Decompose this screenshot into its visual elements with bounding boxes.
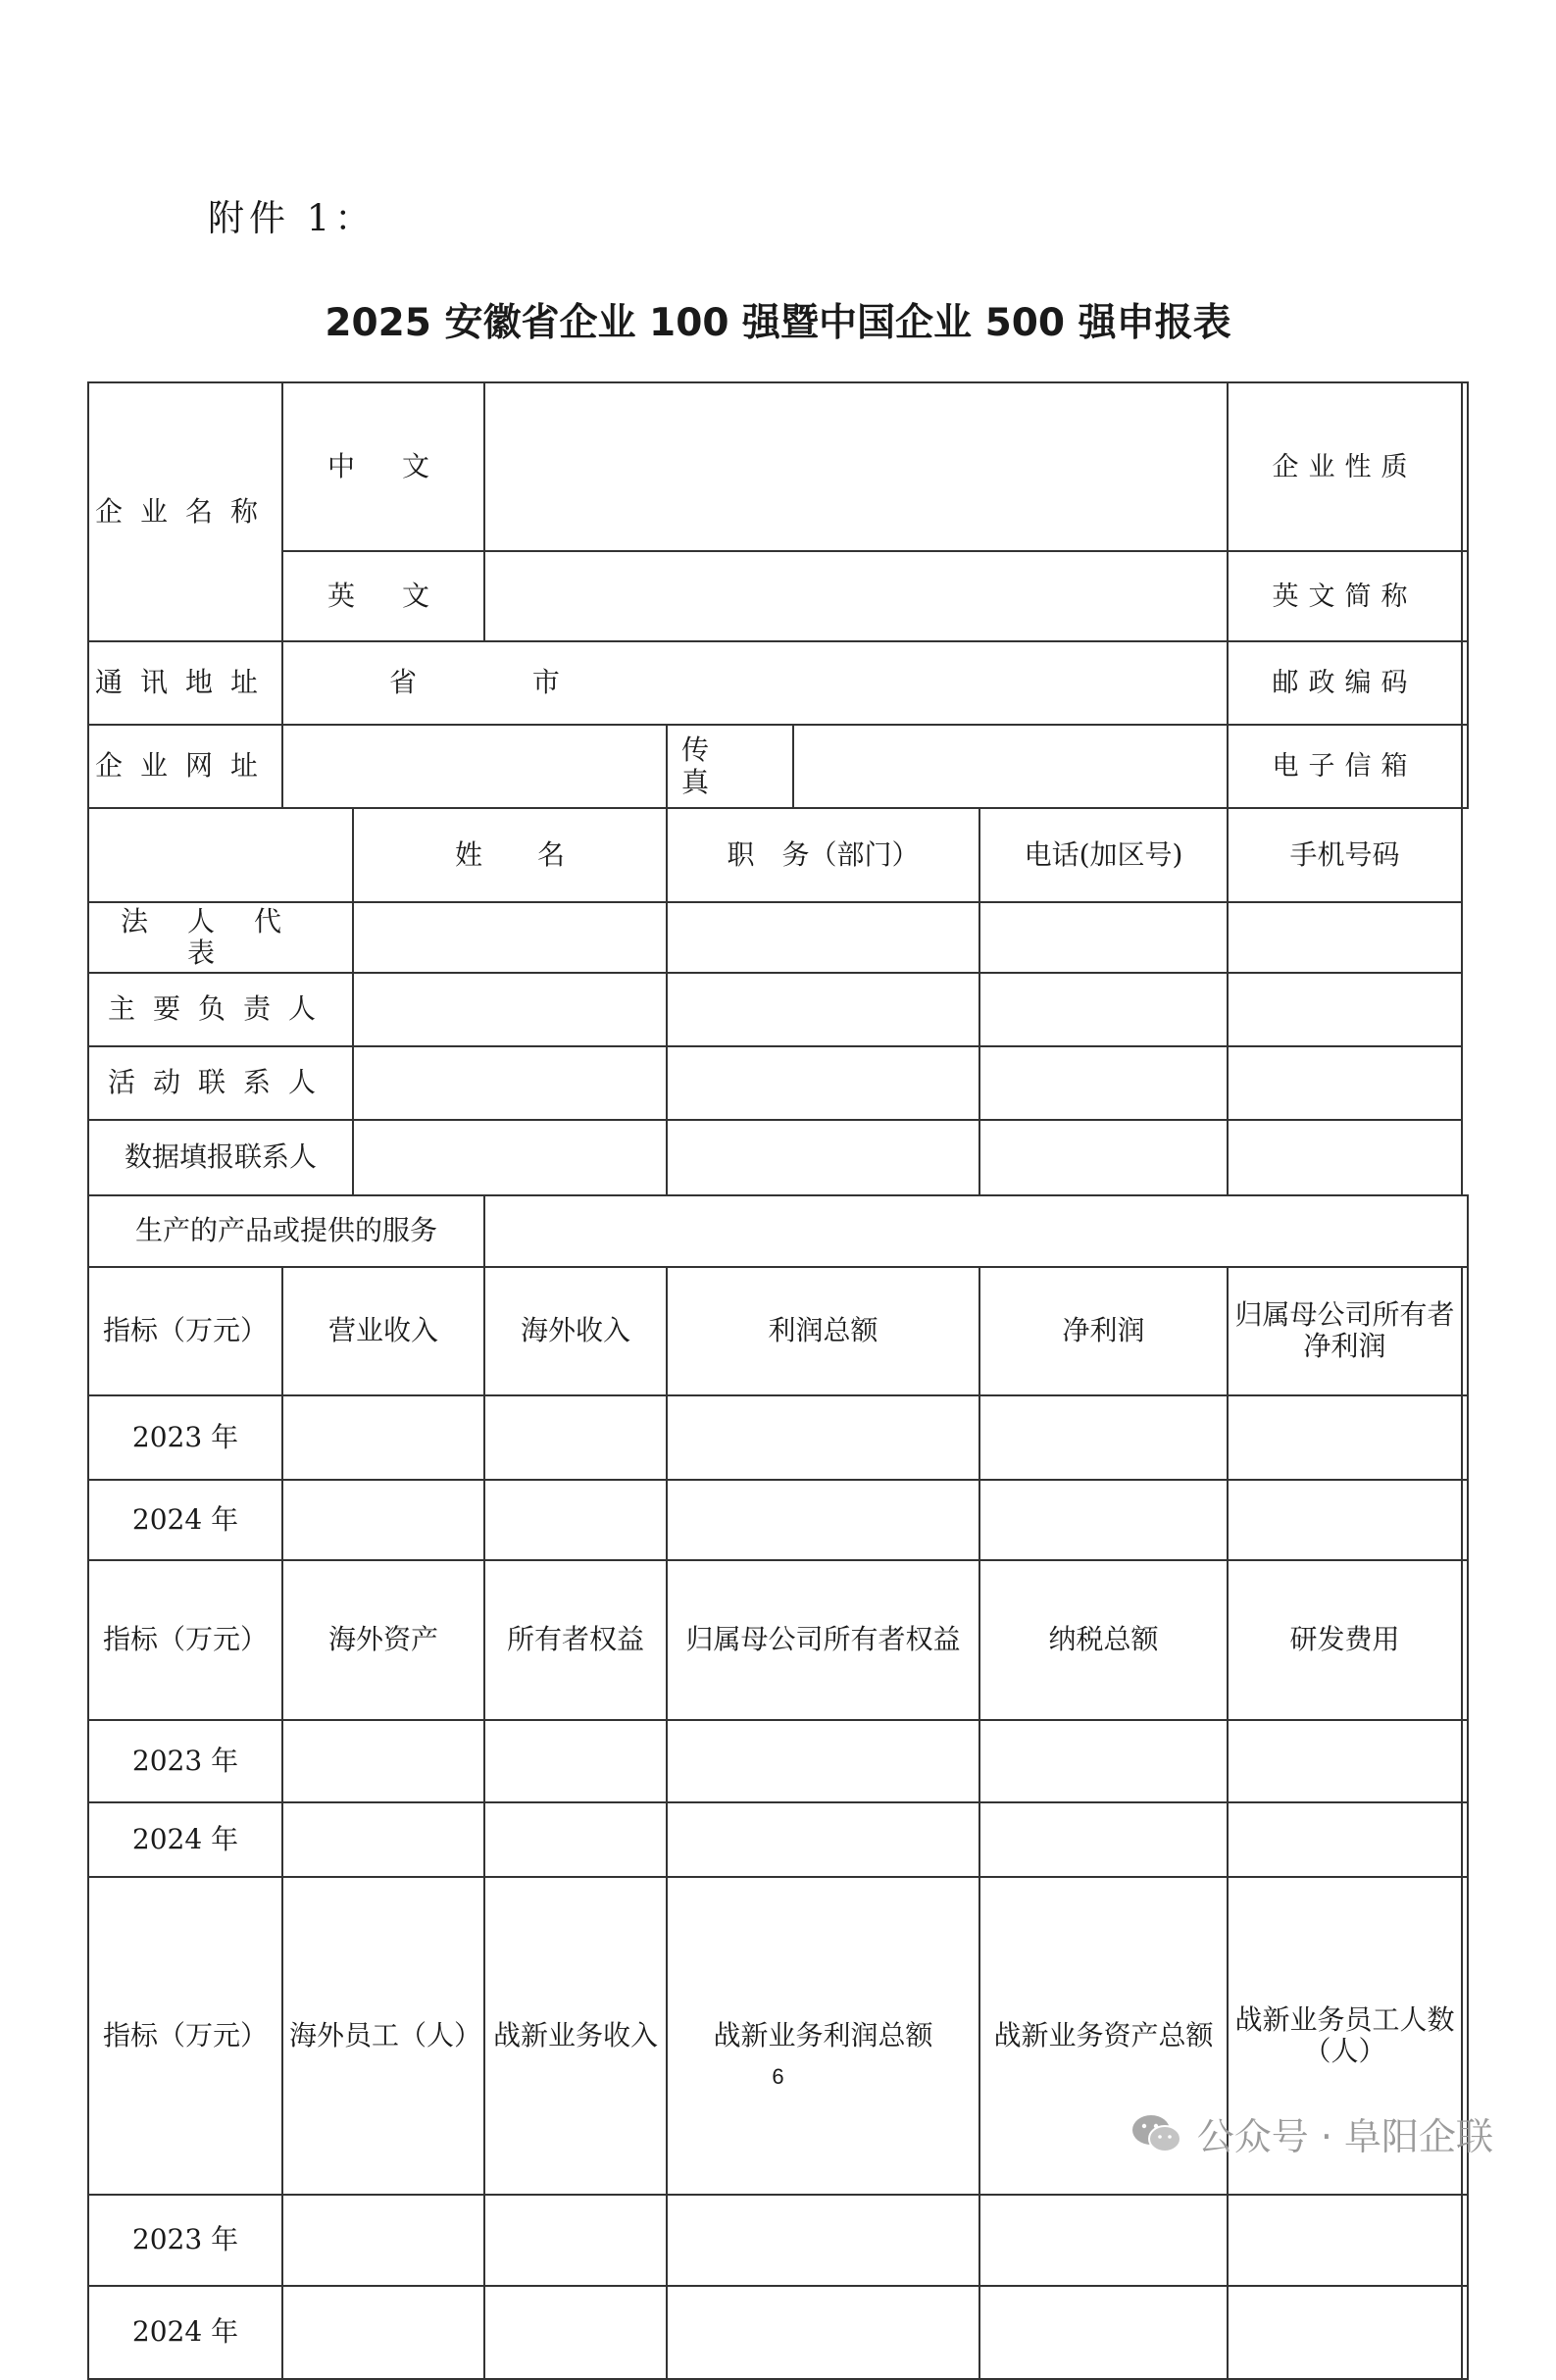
contact-phone-header: 电话(加区号) <box>979 808 1228 902</box>
event-contact-name-field[interactable] <box>353 1046 667 1120</box>
english-name-field[interactable] <box>484 551 1228 641</box>
page-number: 6 <box>772 2064 784 2089</box>
value-cell[interactable] <box>484 1480 667 1560</box>
value-cell[interactable] <box>667 2195 979 2286</box>
postcode-label: 邮政编码 <box>1228 641 1462 725</box>
value-cell[interactable] <box>1228 2286 1462 2379</box>
principal-position-field[interactable] <box>667 973 979 1046</box>
year-label-2024: 2024 年 <box>88 1480 282 1560</box>
legal-rep-name-field[interactable] <box>353 902 667 973</box>
value-cell[interactable] <box>282 1720 484 1802</box>
wechat-icon <box>1130 2112 1183 2155</box>
indicator-operating-revenue: 营业收入 <box>282 1267 484 1395</box>
value-cell[interactable] <box>979 2195 1228 2286</box>
city-label: 市 <box>531 666 560 699</box>
year-label-2024: 2024 年 <box>88 2286 282 2379</box>
indicator-net-profit: 净利润 <box>979 1267 1228 1395</box>
legal-rep-phone-field[interactable] <box>979 902 1228 973</box>
principal-name-field[interactable] <box>353 973 667 1046</box>
website-label: 企业网址 <box>88 725 282 808</box>
indicator-overseas-assets: 海外资产 <box>282 1560 484 1720</box>
event-contact-mobile-field[interactable] <box>1228 1046 1462 1120</box>
value-cell[interactable] <box>1462 1802 1468 1877</box>
value-cell[interactable] <box>282 2286 484 2379</box>
indicator-header-label: 指标（万元） <box>88 1267 282 1395</box>
value-cell[interactable] <box>1462 1720 1468 1802</box>
year-label-2023: 2023 年 <box>88 1720 282 1802</box>
value-cell[interactable] <box>1462 2195 1468 2286</box>
value-cell[interactable] <box>1228 1720 1462 1802</box>
year-label-2023: 2023 年 <box>88 2195 282 2286</box>
data-contact-name-field[interactable] <box>353 1120 667 1195</box>
chinese-name-label: 中 文 <box>282 382 484 551</box>
value-cell[interactable] <box>484 2286 667 2379</box>
principal-phone-field[interactable] <box>979 973 1228 1046</box>
data-contact-label: 数据填报联系人 <box>88 1120 353 1195</box>
fax-label: 传 真 <box>667 725 793 808</box>
value-cell[interactable] <box>282 2195 484 2286</box>
value-cell[interactable] <box>1462 1480 1468 1560</box>
value-cell[interactable] <box>979 1802 1228 1877</box>
event-contact-label: 活动联系人 <box>88 1046 353 1120</box>
contact-mobile-header: 手机号码 <box>1228 808 1462 902</box>
legal-representative-label: 法人代表 <box>88 902 353 973</box>
english-abbreviation-label: 英文简称 <box>1228 551 1462 641</box>
value-cell[interactable] <box>1228 2195 1462 2286</box>
chinese-name-field[interactable] <box>484 382 1228 551</box>
indicator-strategic-profit: 战新业务利润总额 <box>667 1877 979 2195</box>
value-cell[interactable] <box>1228 1480 1462 1560</box>
email-label: 电子信箱 <box>1228 725 1462 808</box>
indicator-rnd-expense: 研发费用 <box>1228 1560 1462 1720</box>
email-field[interactable] <box>1462 725 1468 808</box>
year-label-2024: 2024 年 <box>88 1802 282 1877</box>
english-name-label: 英 文 <box>282 551 484 641</box>
products-services-label: 生产的产品或提供的服务 <box>88 1195 484 1267</box>
principal-label: 主要负责人 <box>88 973 353 1046</box>
indicator-strategic-employees: 战新业务员工人数（人） <box>1228 1877 1462 2195</box>
fax-field[interactable] <box>793 725 1228 808</box>
indicator-parent-net-profit: 归属母公司所有者净利润 <box>1228 1267 1462 1395</box>
province-label: 省 <box>389 666 418 699</box>
value-cell[interactable] <box>667 2286 979 2379</box>
value-cell[interactable] <box>667 1395 979 1480</box>
value-cell[interactable] <box>484 1802 667 1877</box>
indicator-overseas-revenue: 海外收入 <box>484 1267 667 1395</box>
value-cell[interactable] <box>1462 2286 1468 2379</box>
event-contact-phone-field[interactable] <box>979 1046 1228 1120</box>
value-cell[interactable] <box>979 1395 1228 1480</box>
value-cell[interactable] <box>979 2286 1228 2379</box>
products-services-field[interactable] <box>484 1195 1468 1267</box>
indicator-total-assets <box>1462 1267 1468 1395</box>
company-name-label: 企业名称 <box>88 382 282 641</box>
data-contact-position-field[interactable] <box>667 1120 979 1195</box>
indicator-total-employees <box>1462 1560 1468 1720</box>
value-cell[interactable] <box>282 1802 484 1877</box>
value-cell[interactable] <box>979 1480 1228 1560</box>
value-cell[interactable] <box>282 1480 484 1560</box>
value-cell[interactable] <box>667 1802 979 1877</box>
contact-position-header: 职 务（部门） <box>667 808 979 902</box>
data-contact-mobile-field[interactable] <box>1228 1120 1462 1195</box>
english-abbreviation-field[interactable] <box>1462 551 1468 641</box>
year-label-2023: 2023 年 <box>88 1395 282 1480</box>
value-cell[interactable] <box>1228 1395 1462 1480</box>
indicator-strategic-revenue: 战新业务收入 <box>484 1877 667 2195</box>
form-title: 2025 安徽省企业 100 强暨中国企业 500 强申报表 <box>325 301 1231 345</box>
value-cell[interactable] <box>979 1720 1228 1802</box>
value-cell[interactable] <box>484 2195 667 2286</box>
value-cell[interactable] <box>484 1720 667 1802</box>
attachment-label: 附件 1： <box>208 197 376 239</box>
indicator-header-label: 指标（万元） <box>88 1877 282 2195</box>
value-cell[interactable] <box>667 1480 979 1560</box>
mailing-address-label: 通讯地址 <box>88 641 282 725</box>
legal-rep-position-field[interactable] <box>667 902 979 973</box>
value-cell[interactable] <box>1462 1395 1468 1480</box>
watermark <box>1130 2106 1493 2160</box>
watermark-text: 公众号 · 阜阳企联 <box>1196 2115 1493 2158</box>
website-field[interactable] <box>282 725 667 808</box>
value-cell[interactable] <box>282 1395 484 1480</box>
value-cell[interactable] <box>667 1720 979 1802</box>
legal-rep-mobile-field[interactable] <box>1228 902 1462 973</box>
indicator-total-tax: 纳税总额 <box>979 1560 1228 1720</box>
indicator-total-profit: 利润总额 <box>667 1267 979 1395</box>
value-cell[interactable] <box>484 1395 667 1480</box>
event-contact-position-field[interactable] <box>667 1046 979 1120</box>
contact-name-header: 姓 名 <box>353 808 667 902</box>
principal-mobile-field[interactable] <box>1228 973 1462 1046</box>
value-cell[interactable] <box>1228 1802 1462 1877</box>
indicator-owners-equity: 所有者权益 <box>484 1560 667 1720</box>
indicator-parent-owners-equity: 归属母公司所有者权益 <box>667 1560 979 1720</box>
postcode-field[interactable] <box>1462 641 1468 725</box>
indicator-overseas-employees: 海外员工（人） <box>282 1877 484 2195</box>
enterprise-nature-label: 企业性质 <box>1228 382 1462 551</box>
data-contact-phone-field[interactable] <box>979 1120 1228 1195</box>
indicator-strategic-assets: 战新业务资产总额 <box>979 1877 1228 2195</box>
indicator-header-label: 指标（万元） <box>88 1560 282 1720</box>
contacts-header-empty <box>88 808 353 902</box>
enterprise-nature-field[interactable] <box>1462 382 1468 551</box>
mailing-address-field[interactable] <box>282 641 1228 725</box>
